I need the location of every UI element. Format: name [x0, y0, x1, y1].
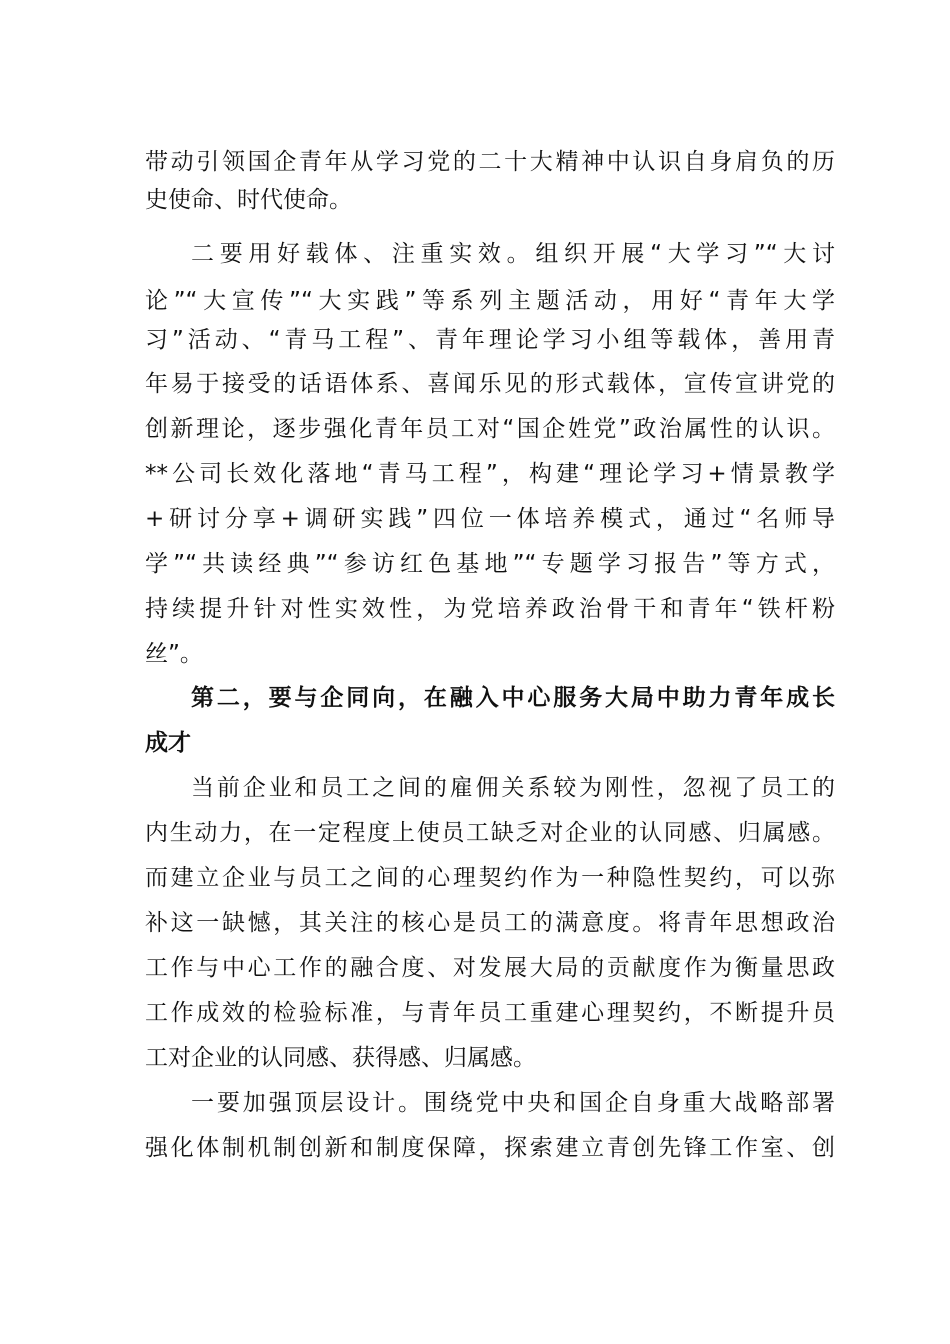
paragraph-line: 当前企业和员工之间的雇佣关系较为刚性，忽视了员工的 [191, 775, 835, 801]
paragraph-line: 二要用好载体、注重实效。组织开展“大学习”“大讨 [191, 241, 835, 267]
paragraph-line: 丝”。 [145, 641, 203, 667]
paragraph-line: 补这一缺憾，其关注的核心是员工的满意度。将青年思想政治 [145, 910, 835, 936]
paragraph-line: 带动引领国企青年从学习党的二十大精神中认识自身肩负的历 [145, 149, 835, 175]
section-heading: 第二，要与企同向，在融入中心服务大局中助力青年成长 [191, 685, 835, 711]
paragraph-line: 工作与中心工作的融合度、对发展大局的贡献度作为衡量思政 [145, 955, 835, 981]
paragraph-line: +研讨分享+调研实践”四位一体培养模式，通过“名师导 [145, 506, 835, 532]
section-heading: 成才 [145, 730, 191, 756]
paragraph-line: 而建立企业与员工之间的心理契约作为一种隐性契约，可以弥 [145, 865, 835, 891]
paragraph-line: 论”“大宣传”“大实践”等系列主题活动，用好“青年大学 [145, 288, 835, 314]
paragraph-line: 持续提升针对性实效性，为党培养政治骨干和青年“铁杆粉 [145, 596, 835, 622]
paragraph-line: 一要加强顶层设计。围绕党中央和国企自身重大战略部署 [191, 1090, 835, 1116]
paragraph-line: 内生动力，在一定程度上使员工缺乏对企业的认同感、归属感。 [145, 820, 835, 846]
paragraph-line: 年易于接受的话语体系、喜闻乐见的形式载体，宣传宣讲党的 [145, 371, 835, 397]
paragraph-line: 强化体制机制创新和制度保障，探索建立青创先锋工作室、创 [145, 1135, 835, 1161]
paragraph-line: 创新理论，逐步强化青年员工对“国企姓党”政治属性的认识。 [145, 416, 835, 442]
paragraph-line: 习”活动、“青马工程”、青年理论学习小组等载体，善用青 [145, 327, 835, 353]
paragraph-line: 工对企业的认同感、获得感、归属感。 [145, 1045, 536, 1071]
paragraph-line: 工作成效的检验标准，与青年员工重建心理契约，不断提升员 [145, 1000, 835, 1026]
paragraph-line: 史使命、时代使命。 [145, 187, 352, 213]
paragraph-line: 学”“共读经典”“参访红色基地”“专题学习报告”等方式， [145, 551, 835, 577]
paragraph-line: **公司长效化落地“青马工程”，构建“理论学习+情景教学 [145, 461, 835, 487]
